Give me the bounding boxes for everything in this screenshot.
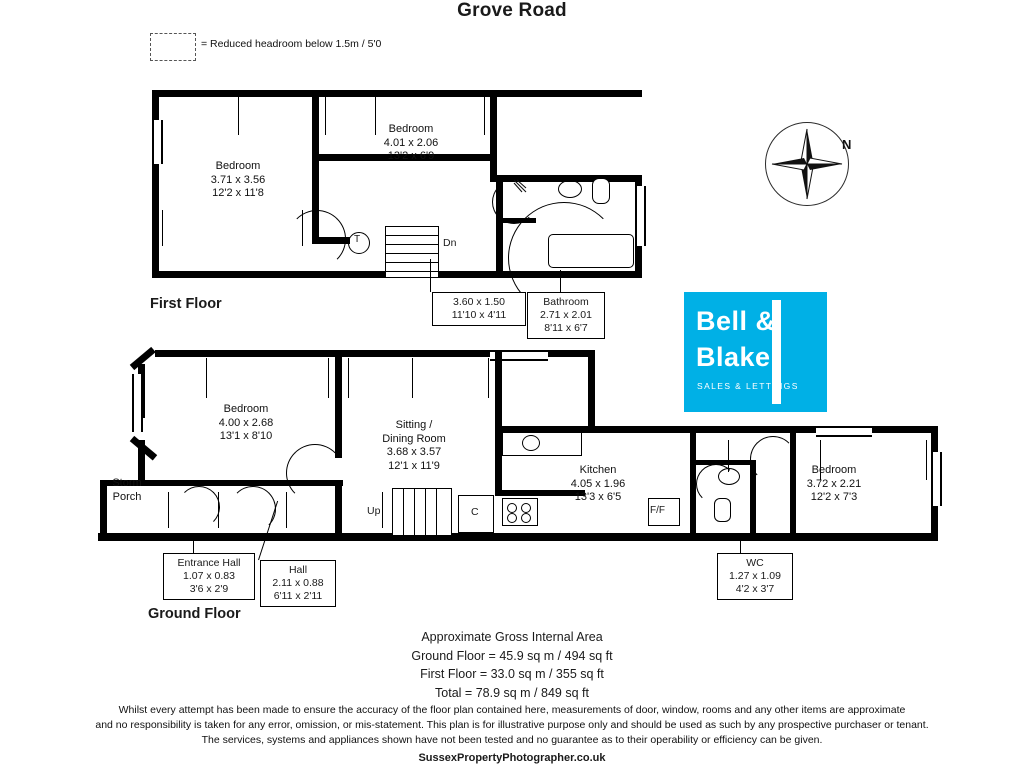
gf-wall-bottom: [98, 533, 938, 541]
cupboard-label: C: [471, 506, 479, 518]
hall-metric: 2.11 x 0.88: [272, 577, 324, 589]
dim-line-4: [484, 97, 485, 135]
stairs-down-label: Dn: [443, 237, 457, 249]
room-imperial: 13'1 x 8'10: [219, 430, 273, 442]
gf-door-arc-wc: [696, 464, 736, 504]
disclaimer-line-2: and no responsibility is taken for any error, omission, or mis-statement. This plan is for illustrative purpose only and should be used as such by any prospective purchaser or tenant.: [95, 719, 929, 731]
room-label-bedroom-gf-right: [778, 464, 890, 505]
storm-porch-line2: Porch: [112, 490, 142, 503]
compass-icon: [765, 122, 852, 206]
entrance-name: Entrance Hall: [177, 557, 241, 569]
dim-line-1: [238, 97, 239, 135]
gf-dim-4: [412, 358, 413, 398]
gf-window-rear-top: [816, 426, 872, 437]
kitchen-sink-icon: [522, 435, 540, 451]
room-metric: 4.00 x 2.68: [218, 416, 274, 429]
gf-door-arc-sitting: [286, 444, 344, 502]
wc-name: WC: [746, 557, 764, 569]
room-label-bedroom-ff-top: [355, 123, 467, 164]
window-left: [152, 120, 163, 164]
kitchen-hob-icon: [502, 498, 538, 526]
gia-first: First Floor = 33.0 sq m / 355 sq ft: [420, 667, 604, 681]
wc-dimension-box: [717, 553, 793, 600]
landing-dimension-box: [432, 292, 526, 326]
hall-imperial: 6'11 x 2'11: [273, 590, 323, 602]
room-metric: 4.05 x 1.96: [570, 477, 626, 490]
landing-metric: 3.60 x 1.50: [453, 296, 505, 308]
gf-window-rear-right: [931, 452, 942, 506]
room-metric: 4.01 x 2.06: [383, 136, 439, 149]
gia-total: Total = 78.9 sq m / 849 sq ft: [435, 685, 589, 700]
gf-dim-9: [168, 492, 169, 528]
room-metric: 3.68 x 3.57: [386, 446, 442, 458]
logo-line-2: Blake: [696, 342, 771, 372]
room-imperial: 13'2 x 6'9: [387, 150, 435, 162]
stairs-up-label: Up: [367, 505, 381, 517]
bathroom-dimension-box: [527, 292, 605, 339]
leader-line-landing: [430, 259, 431, 292]
fridge-freezer-label: F/F: [650, 505, 665, 516]
hall-name: Hall: [288, 564, 308, 576]
dim-line-5: [162, 210, 163, 246]
entrance-metric: 1.07 x 0.83: [183, 570, 235, 582]
ground-floor-title: Ground Floor: [148, 606, 241, 622]
wall-right-upper: [490, 90, 497, 182]
gf-wall-kitchen-right: [588, 350, 595, 428]
entrance-imperial: 3'6 x 2'9: [189, 583, 229, 595]
tank-label: T: [354, 234, 361, 245]
storm-porch-line1: Storm: [112, 477, 142, 489]
window-right: [635, 186, 646, 246]
wc-metric: 1.27 x 1.09: [729, 570, 781, 582]
leader-line-wc: [740, 535, 741, 553]
bath-icon: [548, 234, 634, 268]
room-label-bedroom-gf-left: [190, 403, 302, 444]
credit-line: SussexPropertyPhotographer.co.uk: [418, 752, 606, 764]
room-name: Bedroom: [223, 403, 269, 415]
gf-dim-11: [286, 492, 287, 528]
kitchen-counter-top: [502, 432, 582, 456]
gf-wall-internal-2: [495, 350, 502, 428]
disclaimer-text: [0, 703, 1024, 748]
room-imperial: 12'2 x 11'8: [212, 187, 264, 199]
gf-dim-8: [926, 440, 927, 480]
gf-dim-3: [348, 358, 349, 398]
logo-line-1: Bell &: [696, 306, 776, 336]
wall-left: [152, 90, 159, 278]
room-metric: 3.72 x 2.21: [806, 477, 862, 490]
leader-line-bathroom: [560, 270, 561, 292]
entrance-hall-dimension-box: [163, 553, 255, 600]
room-name: Bedroom: [811, 464, 857, 476]
first-floor-title: First Floor: [150, 296, 222, 312]
gf-wall-wc-top: [690, 460, 756, 465]
bathroom-metric: 2.71 x 2.01: [540, 309, 592, 321]
dim-line-2: [325, 97, 326, 135]
staircase-ground-floor: [392, 488, 452, 536]
room-label-bedroom-ff-left: [182, 160, 294, 201]
bathroom-imperial: 8'11 x 6'7: [544, 322, 588, 334]
room-name-line1: Sitting /: [395, 419, 433, 431]
basin-icon: [558, 180, 582, 198]
room-name-line2: Dining Room: [382, 432, 446, 445]
room-name: Kitchen: [579, 464, 617, 476]
room-imperial: 13'3 x 6'5: [574, 491, 622, 503]
wc-icon: [592, 178, 610, 204]
wall-top: [152, 90, 642, 97]
gf-dim-12: [382, 492, 383, 528]
dim-line-6: [302, 210, 303, 246]
page-title: Grove Road: [457, 0, 567, 21]
gf-dim-5: [488, 358, 489, 398]
room-name: Bedroom: [215, 160, 261, 172]
landing-imperial: 11'10 x 4'11: [451, 309, 507, 321]
room-imperial: 12'1 x 11'9: [388, 459, 440, 472]
gia-ground: Ground Floor = 45.9 sq m / 494 sq ft: [411, 648, 613, 663]
gf-wall-kitchen-left: [495, 426, 502, 496]
shower-icon: [512, 178, 530, 196]
room-label-sitting-dining: [358, 419, 470, 473]
gf-wall-rear-top: [690, 426, 938, 433]
gf-dim-2: [328, 358, 329, 398]
gf-dim-6: [728, 440, 729, 472]
leader-line-entrance: [193, 535, 194, 553]
gf-dim-10: [218, 492, 219, 528]
gf-wall-internal-1: [335, 350, 342, 458]
legend-swatch: [150, 33, 196, 61]
gf-wall-connector: [585, 426, 695, 433]
gf-door-arc-porch: [178, 486, 220, 528]
legend-label: = Reduced headroom below 1.5m / 5'0: [201, 38, 382, 50]
disclaimer-line-1: Whilst every attempt has been made to ensure the accuracy of the floor plan contained here, measurements of door, window, rooms and any other items are approximate: [118, 704, 906, 716]
logo-line-3: SALES & LETTINGS: [697, 381, 799, 391]
room-name: Bedroom: [388, 123, 434, 135]
room-metric: 3.71 x 3.56: [210, 173, 266, 186]
door-arc-bedroom-left: [288, 210, 346, 268]
gf-bay-window: [132, 374, 143, 432]
gf-dim-1: [206, 358, 207, 398]
wc-imperial: 4'2 x 3'7: [735, 583, 775, 595]
bathroom-name: Bathroom: [543, 296, 589, 308]
label-storm-porch: [98, 477, 156, 504]
gross-internal-area: [0, 628, 1024, 702]
hall-dimension-box: [260, 560, 336, 607]
compass-north-label: N: [842, 137, 852, 152]
ground-floor-plan: [90, 340, 930, 555]
room-imperial: 12'2 x 7'3: [810, 491, 858, 503]
disclaimer-line-3: The services, systems and appliances shown have not been tested and no guarantee as to their operability or efficiency can be given.: [201, 734, 823, 746]
gia-heading: Approximate Gross Internal Area: [421, 630, 603, 644]
room-label-kitchen: [542, 464, 654, 505]
